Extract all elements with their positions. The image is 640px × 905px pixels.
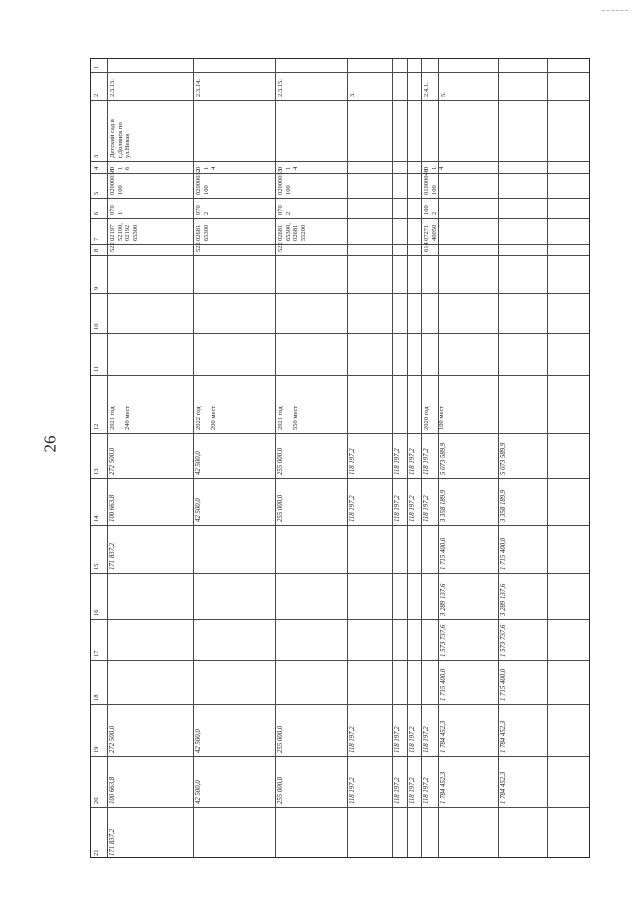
column-number-20 <box>91 756 107 808</box>
row-7-col-8 <box>421 244 438 256</box>
column-number-8-text: 8 <box>93 248 100 253</box>
row-3-col-12-text: 2021 год 550 мест <box>277 405 299 431</box>
column-number-7 <box>91 218 107 244</box>
column-number-6 <box>91 198 107 217</box>
column-number-5-text: 5 <box>93 192 100 196</box>
row-1-col-3 <box>107 100 193 161</box>
row-1-col-14-text: 100 663,8 <box>109 494 116 522</box>
row-1-col-7 <box>107 218 193 244</box>
row-9-col-13-text: 5 073 589,9 <box>500 443 507 476</box>
row-4-col-13 <box>347 433 392 478</box>
row-2-col-14 <box>193 478 275 524</box>
column-number-21 <box>91 807 107 859</box>
row-1-col-12-text: 2021 год 240 мест <box>109 405 131 431</box>
column-number-9-text: 9 <box>93 286 100 290</box>
row-1-col-19 <box>107 704 193 756</box>
row-3-col-19-text: 255 000,0 <box>277 725 284 753</box>
scan-mark <box>602 10 628 11</box>
row-4-col-20 <box>347 756 392 808</box>
row-9-col-15 <box>498 525 547 573</box>
column-number-18-text: 18 <box>93 694 100 702</box>
row-9-col-13 <box>498 433 547 478</box>
row-2-col-7 <box>193 218 275 244</box>
row-7-col-20-text: 118 197,2 <box>423 777 430 805</box>
row-7-col-12 <box>421 375 445 433</box>
column-number-17 <box>91 619 107 660</box>
row-7-col-20 <box>421 756 438 808</box>
row-9-col-17-text: 1 573 737,6 <box>500 624 507 658</box>
column-number-11-text: 11 <box>93 365 100 373</box>
row-8-col-2-text: 5. <box>440 92 447 98</box>
row-1-col-5-text: 02000038 100 <box>109 169 124 196</box>
row-1-col-5 <box>107 169 193 199</box>
row-8-col-16 <box>438 573 498 619</box>
row-8-col-13-text: 5 073 589,9 <box>440 443 447 476</box>
row-6-col-20 <box>407 756 421 808</box>
row-7-col-7 <box>421 218 438 244</box>
row-6-col-14 <box>407 478 421 524</box>
row-8-col-16-text: 3 289 137,6 <box>440 583 447 616</box>
row-3-col-14 <box>275 478 347 524</box>
row-1-col-6-text: 070 1 <box>109 204 124 215</box>
row-7-col-13-text: 118 197,2 <box>423 448 430 476</box>
grid-line-horizontal <box>91 293 589 294</box>
row-8-col-20-text: 1 784 452,3 <box>440 772 447 805</box>
row-9-col-16-text: 3 289 137,6 <box>500 583 507 616</box>
row-2-col-19 <box>193 704 275 756</box>
row-5-col-14-text: 118 197,2 <box>394 495 401 522</box>
row-1-col-3-text: Детский сад в г.Долинск по ул.Невая <box>109 119 131 158</box>
row-1-col-13-text: 272 500,0 <box>109 448 116 476</box>
budget-table <box>90 58 590 858</box>
row-4-col-19 <box>347 704 392 756</box>
row-1-col-20-text: 100 663,8 <box>109 777 116 805</box>
row-8-col-19-text: 1 784 452,3 <box>440 720 447 753</box>
row-8-col-15-text: 1 715 400,0 <box>440 537 447 570</box>
row-7-col-14 <box>421 478 438 524</box>
row-4-col-13-text: 118 197,2 <box>349 448 356 476</box>
row-1-col-8 <box>107 244 193 256</box>
row-8-col-17 <box>438 619 498 660</box>
row-9-col-15-text: 1 715 400,0 <box>500 537 507 570</box>
row-5-col-13-text: 118 197,2 <box>394 448 401 476</box>
row-3-col-8-text: 522 <box>277 242 284 253</box>
column-number-18 <box>91 660 107 704</box>
row-2-col-19-text: 42 500,0 <box>195 728 202 753</box>
row-4-col-14-text: 118 197,2 <box>349 495 356 522</box>
row-3-col-8 <box>275 244 347 256</box>
row-3-col-4-text: 0 1 4 <box>277 166 299 170</box>
column-number-10-text: 10 <box>93 323 100 330</box>
row-2-col-7-text: 02681 65300 <box>195 224 210 241</box>
page-number <box>36 434 64 454</box>
row-7-col-5-text: 01000048 100 <box>423 169 438 196</box>
column-number-14 <box>91 478 107 524</box>
column-number-15 <box>91 525 107 573</box>
budget-table-wrap <box>90 58 590 858</box>
row-8-col-13 <box>438 433 498 478</box>
row-3-col-2-text: 2.3.15. <box>277 79 284 98</box>
row-9-col-20-text: 1 784 452,3 <box>500 772 507 805</box>
row-7-col-14-text: 118 197,2 <box>423 495 430 522</box>
row-7-col-2-text: 2.4.1. <box>423 82 430 98</box>
row-6-col-19-text: 118 197,2 <box>409 726 416 753</box>
row-5-col-20-text: 118 197,2 <box>394 777 401 805</box>
row-2-col-5-text: 02000032 100 <box>195 169 210 196</box>
column-number-3-text: 3 <box>93 154 100 158</box>
row-3-col-2 <box>275 72 347 100</box>
column-number-7-text: 7 <box>93 237 100 241</box>
grid-line-horizontal <box>91 255 589 256</box>
column-number-13-text: 13 <box>93 468 100 476</box>
row-1-col-2-text: 2.3.13. <box>109 79 116 98</box>
row-1-col-12 <box>107 375 193 433</box>
row-7-col-7-text: 07271 40050 <box>423 224 438 241</box>
row-1-col-13 <box>107 433 193 478</box>
row-3-col-19 <box>275 704 347 756</box>
row-6-col-13 <box>407 433 421 478</box>
row-5-col-19 <box>392 704 407 756</box>
grid-line-horizontal <box>91 333 589 334</box>
column-number-12 <box>91 375 107 433</box>
column-number-16-text: 16 <box>93 609 100 616</box>
row-3-col-12 <box>275 375 347 433</box>
row-2-col-8-text: 522 <box>195 242 202 253</box>
page-number-text: 26 <box>40 435 59 453</box>
row-4-col-20-text: 118 197,2 <box>349 777 356 805</box>
row-3-col-7 <box>275 218 347 244</box>
row-9-col-17 <box>498 619 547 660</box>
row-3-col-6 <box>275 198 347 217</box>
row-1-col-14 <box>107 478 193 524</box>
row-7-col-13 <box>421 433 438 478</box>
row-3-col-20 <box>275 756 347 808</box>
row-1-col-6 <box>107 198 193 217</box>
row-9-col-14-text: 3 358 189,9 <box>500 489 507 522</box>
row-3-col-5-text: 02000033 100 <box>277 169 292 196</box>
row-8-col-18-text: 1 715 400,0 <box>440 668 447 702</box>
column-number-16 <box>91 573 107 619</box>
row-8-col-14 <box>438 478 498 524</box>
column-number-12-text: 12 <box>93 423 100 431</box>
row-8-col-18 <box>438 660 498 704</box>
row-7-col-4-text: 0 1 4 <box>423 166 445 170</box>
row-8-col-20 <box>438 756 498 808</box>
row-7-col-2 <box>421 72 438 100</box>
row-2-col-2 <box>193 72 275 100</box>
row-6-col-14-text: 118 197,2 <box>409 495 416 522</box>
row-1-col-21 <box>107 807 193 859</box>
row-3-col-13-text: 255 000,0 <box>277 448 284 476</box>
row-6-col-20-text: 118 197,2 <box>409 777 416 805</box>
row-3-col-7-text: 02681 65300, 02681 55200 <box>277 222 307 241</box>
row-3-col-20-text: 255 000,0 <box>277 777 284 805</box>
column-number-6-text: 6 <box>93 211 100 215</box>
row-9-col-14 <box>498 478 547 524</box>
row-2-col-13-text: 42 500,0 <box>195 451 202 476</box>
row-2-col-20-text: 42 500,0 <box>195 780 202 805</box>
row-2-col-8 <box>193 244 275 256</box>
row-5-col-19-text: 118 197,2 <box>394 726 401 753</box>
row-5-col-13 <box>392 433 407 478</box>
row-2-col-12 <box>193 375 275 433</box>
grid-line-vertical <box>547 59 548 857</box>
column-number-2 <box>91 72 107 100</box>
column-number-13 <box>91 433 107 478</box>
column-number-9 <box>91 255 107 292</box>
row-2-col-14-text: 42 500,0 <box>195 497 202 522</box>
row-8-col-17-text: 1 573 737,6 <box>440 624 447 658</box>
row-2-col-12-text: 2022 год 200 мест <box>195 405 217 431</box>
row-2-col-5 <box>193 169 275 199</box>
row-1-col-15 <box>107 525 193 573</box>
row-9-col-20 <box>498 756 547 808</box>
row-4-col-2-text: 3. <box>349 92 356 98</box>
row-2-col-4-text: 0 1 4 <box>195 166 217 170</box>
row-2-col-13 <box>193 433 275 478</box>
row-9-col-16 <box>498 573 547 619</box>
row-1-col-19-text: 272 500,0 <box>109 725 116 753</box>
row-3-col-5 <box>275 169 347 199</box>
row-8-col-15 <box>438 525 498 573</box>
row-7-col-19-text: 118 197,2 <box>423 726 430 753</box>
column-number-2-text: 2 <box>93 94 100 98</box>
column-number-19 <box>91 704 107 756</box>
row-1-col-20 <box>107 756 193 808</box>
row-2-col-6-text: 070 2 <box>195 204 210 215</box>
row-7-col-5 <box>421 169 438 199</box>
column-number-8 <box>91 244 107 256</box>
row-4-col-2 <box>347 72 392 100</box>
row-1-col-15-text: 171 837,2 <box>109 542 116 570</box>
row-8-col-19 <box>438 704 498 756</box>
row-7-col-6 <box>421 198 438 217</box>
column-number-4-text: 4 <box>93 166 100 170</box>
row-7-col-12-text: 2020 год 100 мест <box>423 405 445 431</box>
column-number-21-text: 21 <box>93 849 100 856</box>
column-number-11 <box>91 333 107 376</box>
row-7-col-8-text: 614 <box>423 242 430 253</box>
row-8-col-14-text: 3 358 189,9 <box>440 489 447 522</box>
column-number-1-text: 1 <box>93 65 100 69</box>
column-number-20-text: 20 <box>93 797 100 805</box>
column-number-15-text: 15 <box>93 563 100 570</box>
column-number-3 <box>91 100 107 161</box>
row-1-col-4-text: 0 1 6 <box>109 166 131 170</box>
row-9-col-18 <box>498 660 547 704</box>
row-3-col-6-text: 070 2 <box>277 204 292 215</box>
row-3-col-14-text: 255 000,0 <box>277 494 284 522</box>
row-7-col-19 <box>421 704 438 756</box>
column-number-10 <box>91 293 107 333</box>
row-2-col-2-text: 2.3.14. <box>195 79 202 98</box>
row-4-col-14 <box>347 478 392 524</box>
row-4-col-19-text: 118 197,2 <box>349 726 356 753</box>
column-number-1 <box>91 59 107 72</box>
row-2-col-20 <box>193 756 275 808</box>
row-3-col-13 <box>275 433 347 478</box>
row-7-col-6-text: 100 2 <box>423 204 438 215</box>
row-1-col-2 <box>107 72 193 100</box>
column-number-19-text: 19 <box>93 746 100 753</box>
row-2-col-6 <box>193 198 275 217</box>
row-5-col-20 <box>392 756 407 808</box>
row-1-col-8-text: 522 <box>109 242 116 253</box>
row-9-col-19 <box>498 704 547 756</box>
row-9-col-18-text: 1 715 400,0 <box>500 668 507 702</box>
column-number-4 <box>91 161 107 173</box>
row-6-col-13-text: 118 197,2 <box>409 448 416 476</box>
column-number-17-text: 17 <box>93 650 100 658</box>
row-9-col-19-text: 1 784 452,3 <box>500 720 507 753</box>
row-8-col-2 <box>438 72 498 100</box>
row-5-col-14 <box>392 478 407 524</box>
row-1-col-21-text: 171 837,2 <box>109 828 116 856</box>
column-number-14-text: 14 <box>93 515 100 522</box>
row-6-col-19 <box>407 704 421 756</box>
row-1-col-7-text: 02197 52100, 02192 65300 <box>109 222 139 241</box>
column-number-5 <box>91 173 107 199</box>
